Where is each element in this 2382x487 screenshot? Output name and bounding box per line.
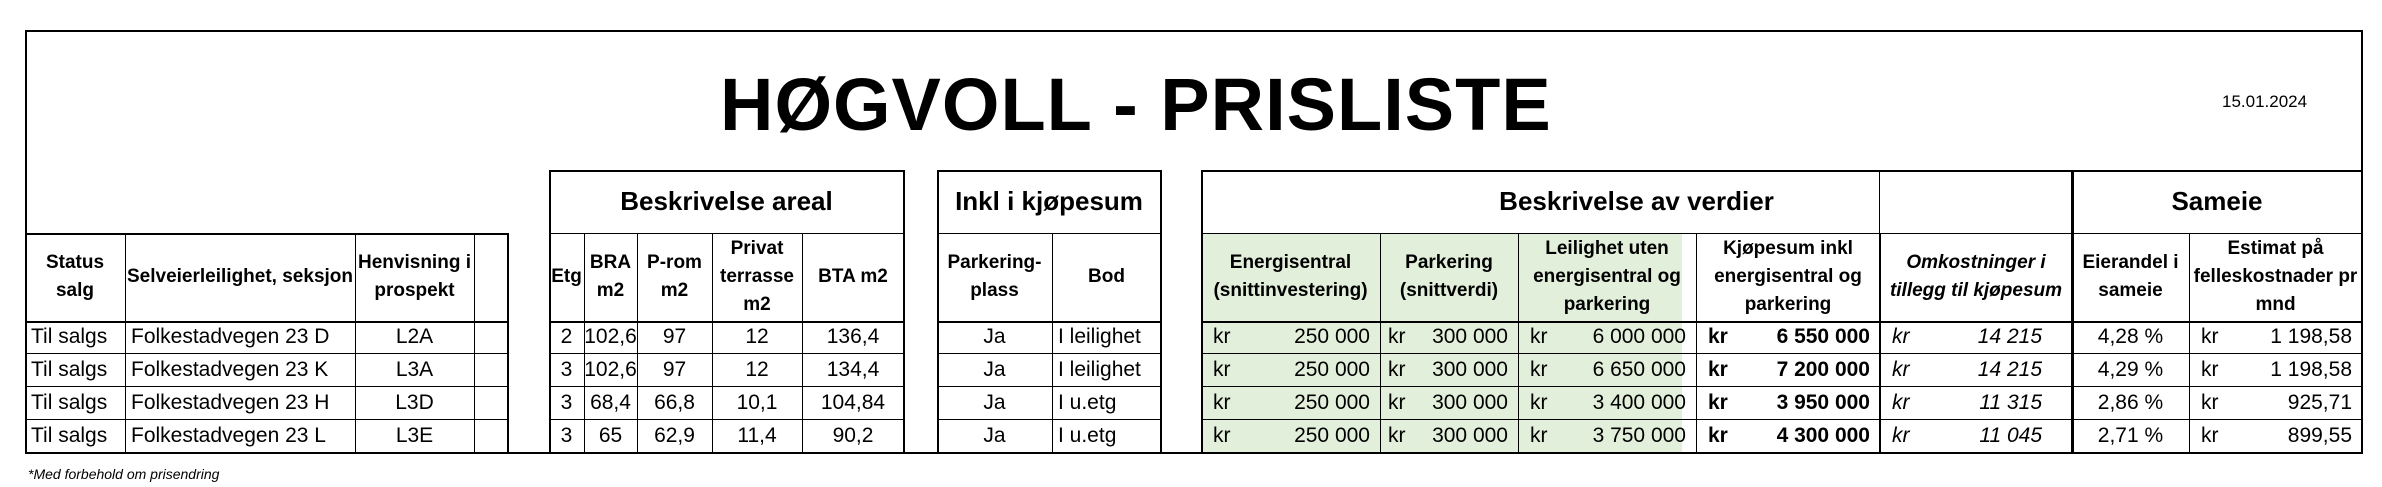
cell-eierandel: 2,86 % <box>2097 391 2164 414</box>
cell-status: Til salgs <box>31 358 108 381</box>
cell-parkering-plass: Ja <box>983 325 1006 348</box>
cell-bta: 136,4 <box>826 325 880 348</box>
header-bra: BRA m2 <box>589 252 632 301</box>
cell-ref: L3D <box>395 391 434 414</box>
cell-unit: Folkestadvegen 23 D <box>131 325 330 348</box>
header-omkost: Omkostninger i tillegg til kjøpesum <box>1889 252 2063 301</box>
cell-bra: 102,6 <box>584 325 637 348</box>
header-etg: Etg <box>551 266 582 287</box>
currency-label: kr <box>2201 391 2219 414</box>
header-kjopesum: Kjøpesum inkl energisentral og parkering <box>1714 238 1862 315</box>
cell-unit: Folkestadvegen 23 H <box>131 391 330 414</box>
header-status: Status salg <box>45 252 105 301</box>
header-felles: Estimat på felleskostnader pr mnd <box>2193 238 2358 315</box>
currency-label: kr <box>1708 325 1728 348</box>
cell-omkost: 14 215 <box>1977 325 2042 348</box>
cell-bta: 134,4 <box>826 358 880 381</box>
cell-bod: I u.etg <box>1058 424 1117 447</box>
header-bod: Bod <box>1088 266 1125 287</box>
currency-label: kr <box>1530 424 1548 447</box>
cell-kjopesum: 7 200 000 <box>1776 358 1870 381</box>
cell-etg: 3 <box>560 391 573 414</box>
cell-omkost: 11 045 <box>1979 424 2042 447</box>
cell-prom: 66,8 <box>654 391 695 414</box>
cell-ref: L2A <box>395 325 434 348</box>
header-eierandel: Eierandel i sameie <box>2082 252 2179 301</box>
cell-status: Til salgs <box>31 424 108 447</box>
currency-label: kr <box>1708 424 1728 447</box>
currency-label: kr <box>2201 424 2219 447</box>
cell-parkering-plass: Ja <box>983 358 1006 381</box>
cell-parkering: 300 000 <box>1432 325 1508 348</box>
cell-etg: 3 <box>560 424 573 447</box>
cell-bta: 104,84 <box>820 391 886 414</box>
cell-etg: 2 <box>560 325 573 348</box>
currency-label: kr <box>1388 424 1406 447</box>
cell-leilighet: 6 000 000 <box>1592 325 1686 348</box>
currency-label: kr <box>1213 358 1231 381</box>
cell-eierandel: 4,28 % <box>2097 325 2164 348</box>
currency-label: kr <box>1708 391 1728 414</box>
cell-parkering: 300 000 <box>1432 358 1508 381</box>
cell-bod: I leilighet <box>1058 358 1141 381</box>
cell-leilighet: 6 650 000 <box>1592 358 1686 381</box>
header-prom: P-rom m2 <box>647 252 702 301</box>
cell-eierandel: 4,29 % <box>2097 358 2164 381</box>
currency-label: kr <box>1213 325 1231 348</box>
cell-prom: 97 <box>662 325 687 348</box>
cell-energi: 250 000 <box>1294 325 1370 348</box>
currency-label: kr <box>2201 358 2219 381</box>
cell-unit: Folkestadvegen 23 L <box>131 424 326 447</box>
cell-leilighet: 3 750 000 <box>1592 424 1686 447</box>
cell-status: Til salgs <box>31 325 108 348</box>
cell-omkost: 11 315 <box>1979 391 2042 414</box>
price-list-date: 15.01.2024 <box>2222 92 2308 111</box>
currency-label: kr <box>1388 391 1406 414</box>
group-header-sameie: Sameie <box>2171 186 2263 216</box>
currency-label: kr <box>1213 391 1231 414</box>
cell-terrasse: 12 <box>745 325 769 348</box>
cell-bra: 68,4 <box>590 391 631 414</box>
currency-label: kr <box>1708 358 1728 381</box>
cell-terrasse: 10,1 <box>736 391 778 414</box>
cell-bod: I leilighet <box>1058 325 1141 348</box>
cell-status: Til salgs <box>31 391 108 414</box>
cell-parkering-plass: Ja <box>983 424 1006 447</box>
currency-label: kr <box>1892 424 1910 447</box>
cell-parkering: 300 000 <box>1432 424 1508 447</box>
cell-ref: L3E <box>395 424 434 447</box>
cell-terrasse: 12 <box>745 358 769 381</box>
currency-label: kr <box>1213 424 1231 447</box>
cell-unit: Folkestadvegen 23 K <box>131 358 329 381</box>
cell-prom: 97 <box>662 358 687 381</box>
currency-label: kr <box>1388 325 1406 348</box>
cell-bra: 102,6 <box>584 358 637 381</box>
cell-terrasse: 11,4 <box>737 424 777 447</box>
header-parkering-plass: Parkering-plass <box>947 252 1042 301</box>
currency-label: kr <box>1892 358 1910 381</box>
cell-etg: 3 <box>560 358 573 381</box>
header-unit: Selveierleilighet, seksjon <box>127 266 353 287</box>
currency-label: kr <box>1892 325 1910 348</box>
cell-parkering: 300 000 <box>1432 391 1508 414</box>
cell-prom: 62,9 <box>654 424 695 447</box>
currency-label: kr <box>1530 325 1548 348</box>
cell-felles: 925,71 <box>2287 391 2352 414</box>
cell-kjopesum: 4 300 000 <box>1776 424 1870 447</box>
cell-ref: L3A <box>395 358 434 381</box>
header-terrasse: Privat terrasse m2 <box>720 238 794 315</box>
cell-omkost: 14 215 <box>1977 358 2042 381</box>
cell-leilighet: 3 400 000 <box>1592 391 1686 414</box>
page-title: HØGVOLL - PRISLISTE <box>720 63 1552 146</box>
cell-kjopesum: 6 550 000 <box>1776 325 1870 348</box>
group-header-areal: Beskrivelse areal <box>620 186 833 216</box>
cell-bta: 90,2 <box>832 424 874 447</box>
currency-label: kr <box>2201 325 2219 348</box>
footnote: *Med forbehold om prisendring <box>28 466 220 482</box>
header-parkering: Parkering (snittverdi) <box>1399 252 1499 301</box>
group-header-inkl: Inkl i kjøpesum <box>955 186 1143 216</box>
header-bta: BTA m2 <box>818 266 888 287</box>
cell-parkering-plass: Ja <box>983 391 1006 414</box>
cell-energi: 250 000 <box>1294 424 1370 447</box>
header-leilighet: Leilighet uten energisentral og parkering <box>1533 238 1681 315</box>
currency-label: kr <box>1892 391 1910 414</box>
currency-label: kr <box>1530 391 1548 414</box>
cell-energi: 250 000 <box>1294 358 1370 381</box>
cell-felles: 1 198,58 <box>2270 358 2352 381</box>
header-energi: Energisentral (snittinvestering) <box>1213 252 1368 301</box>
cell-kjopesum: 3 950 000 <box>1776 391 1870 414</box>
cell-energi: 250 000 <box>1294 391 1370 414</box>
cell-bod: I u.etg <box>1058 391 1117 414</box>
currency-label: kr <box>1388 358 1406 381</box>
currency-label: kr <box>1530 358 1548 381</box>
header-ref: Henvisning i prospekt <box>358 252 471 301</box>
cell-felles: 1 198,58 <box>2270 325 2352 348</box>
cell-felles: 899,55 <box>2287 424 2352 447</box>
group-header-verdier: Beskrivelse av verdier <box>1499 186 1774 216</box>
cell-bra: 65 <box>598 424 623 447</box>
cell-eierandel: 2,71 % <box>2097 424 2164 447</box>
